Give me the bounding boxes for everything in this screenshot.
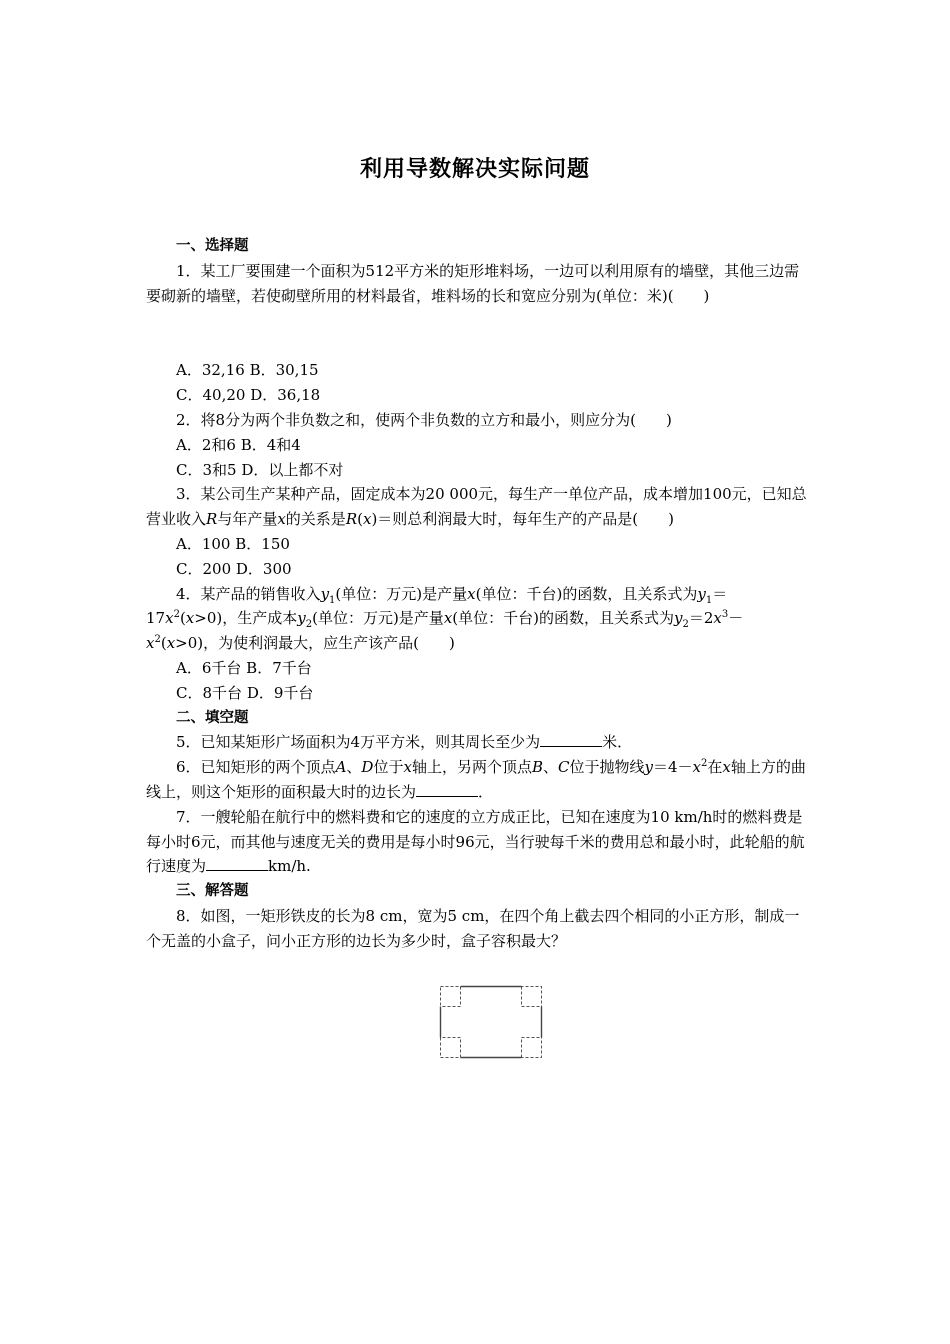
text-run: ( bbox=[357, 510, 363, 529]
section-heading-choice: 一、选择题 bbox=[176, 238, 249, 254]
option-b: B．30,15 bbox=[249, 361, 319, 380]
math-var: y bbox=[320, 584, 330, 603]
options-row bbox=[146, 656, 814, 681]
question-7 bbox=[146, 805, 814, 879]
question-text: 如图，一矩形铁皮的长为8 cm，宽为5 cm，在四个角上截去四个相同的小正方形，制成一个无盖的小盒子，问小正方形的边长为多少时，盒子容积最大？ bbox=[146, 906, 800, 950]
math-var: x bbox=[713, 609, 722, 628]
text-run: (单位：千台)的函数，且关系式为 bbox=[452, 609, 674, 628]
corner-square-top-left bbox=[441, 987, 461, 1007]
math-var: x bbox=[403, 758, 412, 777]
options-row bbox=[146, 458, 814, 483]
option-c: C．3和5 bbox=[176, 460, 237, 479]
math-var: y bbox=[674, 609, 683, 628]
text-run: 与年产量 bbox=[217, 510, 278, 529]
option-c: C．40,20 bbox=[176, 386, 246, 405]
question-number: 7． bbox=[176, 807, 201, 826]
option-a: A．32,16 bbox=[176, 361, 245, 380]
answer-blank bbox=[416, 782, 478, 797]
options-row bbox=[146, 358, 814, 383]
section-heading-fill: 二、填空题 bbox=[176, 709, 249, 726]
superscript: 2 bbox=[154, 634, 161, 646]
option-b: B．4和4 bbox=[240, 435, 301, 454]
subscript: 2 bbox=[305, 619, 313, 631]
box-outline bbox=[441, 987, 542, 1058]
question-text: 将8分为两个非负数之和，使两个非负数的立方和最小，则应分为( ) bbox=[200, 410, 672, 429]
superscript: 3 bbox=[721, 609, 729, 621]
corner-square-top-right bbox=[522, 987, 542, 1007]
text-run: 轴上，另两个顶点 bbox=[411, 758, 532, 777]
text-run: ( bbox=[160, 634, 167, 653]
text-run: － bbox=[728, 609, 744, 628]
math-var: x bbox=[467, 584, 476, 603]
text-run: 、 bbox=[346, 758, 362, 777]
text-run: >0)，为使利润最大，应生产该产品( ) bbox=[175, 634, 455, 653]
answer-blank bbox=[540, 732, 602, 747]
question-number: 3． bbox=[176, 485, 201, 504]
question-number: 4． bbox=[176, 584, 201, 603]
page-title: 利用导数解决实际问题 bbox=[359, 157, 590, 182]
text-run: 轴上方的曲线上，则这个矩形的面积最大时的边长为 bbox=[146, 758, 806, 801]
corner-square-bottom-left bbox=[441, 1038, 461, 1058]
option-c: C．200 bbox=[176, 559, 232, 578]
text-run: 已知矩形的两个顶点 bbox=[200, 758, 336, 777]
question-6 bbox=[146, 755, 814, 805]
answer-space bbox=[146, 308, 814, 358]
question-number: 6． bbox=[176, 758, 201, 777]
superscript: 2 bbox=[173, 609, 180, 621]
option-a: A．100 bbox=[176, 534, 231, 553]
option-d: D．9千台 bbox=[246, 683, 314, 702]
math-var: x bbox=[692, 758, 701, 777]
text-run: ＝2 bbox=[688, 609, 714, 628]
options-row bbox=[146, 681, 814, 706]
sheet-outline-dashed bbox=[441, 987, 542, 1058]
text-run: ＝4－ bbox=[652, 758, 693, 777]
text-run: km/h. bbox=[268, 857, 311, 876]
option-c: C．8千台 bbox=[176, 683, 243, 702]
text-run: (单位：万元)是产量 bbox=[312, 609, 444, 628]
text-run: >0)，生产成本 bbox=[194, 609, 298, 628]
math-var: A bbox=[335, 758, 347, 777]
math-var: C bbox=[558, 758, 570, 777]
text-run: 米． bbox=[602, 733, 633, 752]
option-a: A．6千台 bbox=[176, 658, 242, 677]
math-var: y bbox=[297, 609, 306, 628]
math-var: R bbox=[206, 510, 218, 529]
text-run: 的关系是 bbox=[285, 510, 346, 529]
question-4 bbox=[146, 582, 814, 656]
math-var: x bbox=[277, 510, 286, 529]
options-row bbox=[146, 383, 814, 408]
section-heading-answer: 三、解答题 bbox=[176, 883, 249, 900]
math-var: y bbox=[697, 584, 706, 603]
subscript: 1 bbox=[329, 594, 336, 606]
question-2 bbox=[146, 408, 814, 433]
text-run: )＝则总利润最大时，每年生产的产品是( ) bbox=[371, 510, 674, 529]
text-run: ． bbox=[478, 782, 494, 801]
question-8 bbox=[146, 904, 814, 954]
text-run: 位于抛物线 bbox=[569, 758, 645, 777]
math-var: x bbox=[165, 609, 174, 628]
document-body bbox=[146, 234, 814, 954]
text-run: ＝17 bbox=[146, 584, 728, 628]
subscript: 2 bbox=[682, 619, 689, 631]
question-number: 1． bbox=[176, 261, 201, 280]
text-run: ( bbox=[179, 609, 186, 628]
question-number: 2． bbox=[176, 410, 201, 429]
math-var: x bbox=[722, 758, 731, 777]
math-var: x bbox=[362, 510, 372, 529]
text-run: (单位：万元)是产量 bbox=[335, 584, 468, 603]
option-d: D．300 bbox=[235, 559, 292, 578]
question-3 bbox=[146, 482, 814, 532]
options-row bbox=[146, 433, 814, 458]
math-var: R bbox=[345, 510, 358, 529]
answer-blank bbox=[206, 856, 268, 871]
math-var: x bbox=[185, 609, 195, 628]
question-5 bbox=[146, 730, 814, 755]
question-number: 8． bbox=[176, 906, 201, 925]
text-run: 、 bbox=[542, 758, 558, 777]
math-var: D bbox=[361, 758, 374, 777]
options-row bbox=[146, 532, 814, 557]
option-a: A．2和6 bbox=[176, 435, 236, 454]
option-d: D．36,18 bbox=[250, 386, 321, 405]
question-1 bbox=[146, 259, 814, 309]
text-run: 某产品的销售收入 bbox=[200, 584, 321, 603]
options-row bbox=[146, 557, 814, 582]
math-var: x bbox=[443, 609, 453, 628]
text-run: 位于 bbox=[373, 758, 404, 777]
superscript: 2 bbox=[701, 758, 708, 770]
option-d: D．以上都不对 bbox=[241, 460, 344, 479]
text-run: 在 bbox=[707, 758, 723, 777]
sheet-figure bbox=[438, 984, 546, 1062]
question-text: 一艘轮船在航行中的燃料费和它的速度的立方成正比，已知在速度为10 km/h时的燃料费是每小时6元，而其他与速度无关的费用是每小时96元，当行驶每千米的费用总和最小时，此轮船的航行速度为 bbox=[146, 807, 805, 876]
question-text: 某工厂要围建一个面积为512平方米的矩形堆料场，一边可以利用原有的墙壁，其他三边需要砌新的墙壁，若使砌壁所用的材料最省，堆料场的长和宽应分别为(单位：米)( ) bbox=[146, 261, 800, 305]
question-number: 5． bbox=[176, 733, 201, 752]
math-var: x bbox=[146, 634, 155, 653]
option-b: B．150 bbox=[235, 534, 290, 553]
corner-square-bottom-right bbox=[522, 1038, 542, 1058]
question-text: 已知某矩形广场面积为4万平方米，则其周长至少为 bbox=[200, 733, 541, 752]
text-run: (单位：千台)的函数，且关系式为 bbox=[475, 584, 698, 603]
option-b: B．7千台 bbox=[246, 658, 312, 677]
math-var: B bbox=[531, 758, 543, 777]
text-run: 某公司生产某种产品，固定成本为20 000元，每生产一单位产品，成本增加100元，已知总营业收入 bbox=[146, 485, 807, 529]
subscript: 1 bbox=[705, 594, 713, 606]
math-var: y bbox=[644, 758, 653, 777]
math-var: x bbox=[166, 634, 176, 653]
